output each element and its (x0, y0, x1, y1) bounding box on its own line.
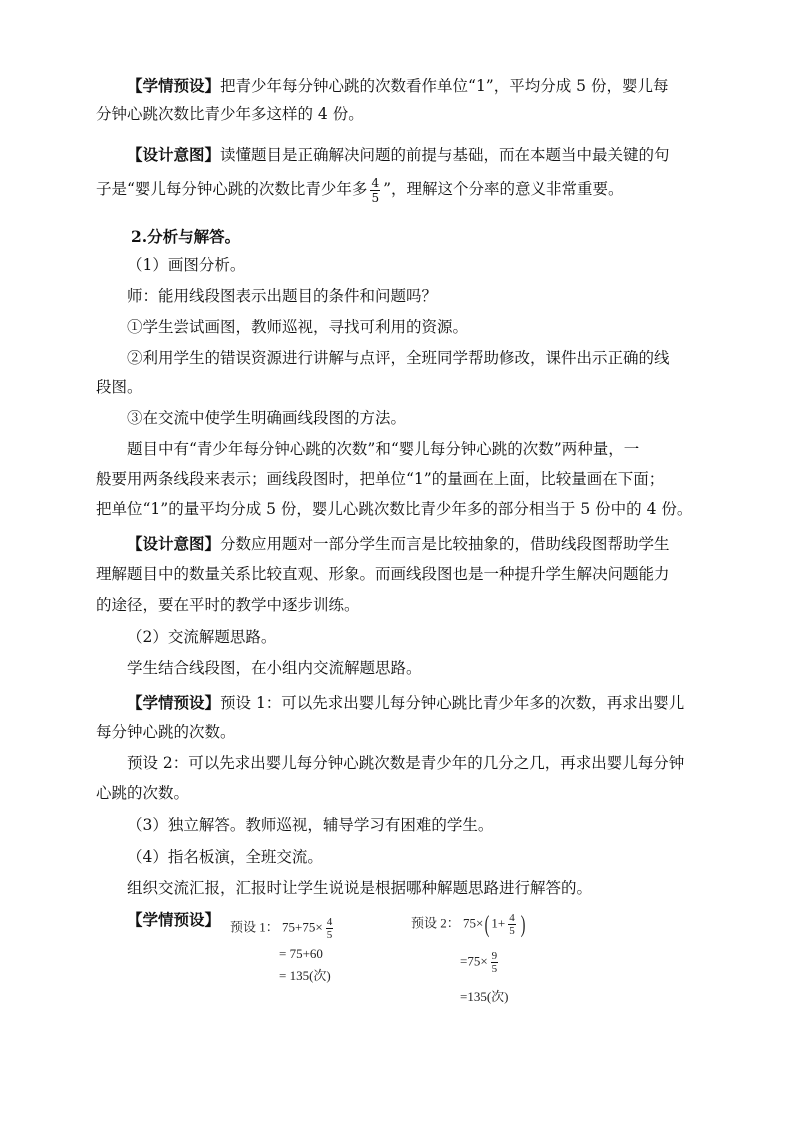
step-item: ②利用学生的错误资源进行讲解与点评，全班同学帮助修改，课件出示正确的线 (127, 349, 670, 367)
paragraph-continuation: 心跳的次数。 (96, 784, 190, 802)
fraction (326, 916, 334, 941)
solution-label: 预设 2： (411, 915, 460, 931)
paragraph-design-intent-2 (96, 529, 702, 559)
method-paragraph: 题目中有“青少年每分钟心跳的次数”和“婴儿每分钟心跳的次数”两种量，一 (127, 440, 640, 458)
step-item: ①学生尝试画图，教师巡视，寻找可利用的资源。 (127, 318, 469, 336)
math-expression: 75× (463, 915, 484, 931)
section-tag-last: 【学情预设】 (127, 910, 221, 929)
paragraph-continuation: 把单位“1”的量平均分成 5 份，婴儿心跳次数比青少年多的部分相当于 5 份中的 4 份。 (96, 500, 693, 518)
subsection-heading: （3）独立解答。教师巡视，辅导学习有困难的学生。 (127, 816, 494, 834)
fraction-denominator: 5 (509, 925, 515, 937)
section-tag: 【设计意图】 (127, 534, 221, 553)
subsection-heading: （1）画图分析。 (127, 256, 246, 274)
fraction (491, 950, 499, 975)
paragraph-design-intent-1 (96, 140, 702, 170)
fraction-denominator: 5 (371, 190, 380, 205)
solution-2-line-3: =135(次) (460, 989, 509, 1004)
paragraph-text: 学生结合线段图，在小组内交流解题思路。 (127, 659, 422, 677)
solution-1-line-1 (230, 916, 336, 941)
fraction-denominator: 5 (491, 963, 498, 975)
section-tag: 【设计意图】 (127, 145, 221, 164)
paragraph-text: 把青少年每分钟心跳的次数看作单位“1”，平均分成 5 份，婴儿每 (220, 77, 669, 95)
paragraph-text: 读懂题目是正确解决问题的前提与基础，而在本题当中最关键的句 (220, 146, 670, 164)
paragraph-text: 预设 1：可以先求出婴儿每分钟心跳比青少年多的次数，再求出婴儿 (220, 694, 685, 712)
fraction-numerator: 9 (491, 950, 498, 962)
paragraph-continuation: 段图。 (96, 378, 143, 396)
left-paren: ( (484, 911, 490, 938)
teacher-question: 师：能用线段图表示出题目的条件和问题吗？ (127, 287, 438, 305)
paragraph-continuation: 般要用两条线段来表示；画线段图时，把单位“1”的量画在上面，比较量画在下面； (96, 470, 665, 488)
math-expression: 1+ (491, 915, 506, 931)
section-tag: 【学情预设】 (127, 693, 221, 712)
paragraph-text: 分数应用题对一部分学生而言是比较抽象的，借助线段图帮助学生 (220, 535, 670, 553)
paragraph-continuation: 理解题目中的数量关系比较直观、形象。而画线段图也是一种提升学生解决问题能力 (96, 565, 670, 583)
right-paren: ) (520, 911, 526, 938)
subsection-heading: （2）交流解题思路。 (127, 628, 277, 646)
math-expression: 75+75× (282, 919, 323, 935)
solution-label: 预设 1： (230, 919, 279, 935)
fraction-numerator: 4 (509, 912, 515, 924)
solution-2-line-2 (460, 950, 501, 975)
paragraph-student-preset-2 (96, 688, 702, 718)
section-heading: 2.分析与解答。 (131, 227, 241, 246)
section-tag: 【学情预设】 (127, 76, 221, 95)
solution-2-line-1 (411, 912, 527, 937)
solution-1-line-2: = 75+60 (279, 946, 323, 961)
fraction-numerator: 4 (326, 916, 333, 928)
fraction (370, 176, 380, 205)
paragraph-text: 子是“婴儿每分钟心跳的次数比青少年多 (96, 180, 368, 198)
solution-1-line-3: = 135(次) (279, 968, 331, 983)
preset-2-paragraph: 预设 2：可以先求出婴儿每分钟心跳次数是青少年的几分之几，再求出婴儿每分钟 (127, 754, 685, 772)
paragraph-student-preset-1 (96, 71, 702, 101)
paragraph-continuation (96, 175, 702, 205)
step-item: ③在交流中使学生明确画线段图的方法。 (127, 409, 407, 427)
fraction-denominator: 5 (326, 929, 333, 941)
paragraph-continuation: 每分钟心跳的次数。 (96, 723, 236, 741)
math-expression: =75× (460, 953, 488, 969)
paragraph-text: ”，理解这个分率的意义非常重要。 (383, 180, 624, 198)
fraction-numerator: 4 (371, 175, 380, 190)
paragraph-continuation: 的途径，要在平时的教学中逐步训练。 (96, 596, 360, 614)
fraction (508, 912, 516, 937)
paragraph-text: 组织交流汇报，汇报时让学生说说是根据哪种解题思路进行解答的。 (127, 879, 593, 897)
paragraph-continuation: 分钟心跳次数比青少年多这样的 4 份。 (96, 105, 364, 123)
subsection-heading: （4）指名板演，全班交流。 (127, 848, 323, 866)
